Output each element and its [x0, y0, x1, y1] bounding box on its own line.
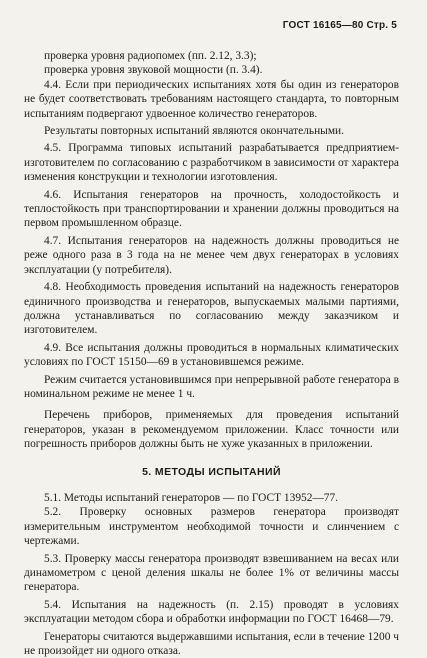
paragraph: проверка уровня звуковой мощности (п. 3.4).: [44, 64, 263, 77]
paragraph-4-7: 4.7. Испытания генераторов на надежность должны проводиться не реже одного раза в 3 года на не менее чем двух генераторах в условиях эксплуатации (у потребителя).: [24, 234, 399, 276]
paragraph-5-2: 5.2. Проверку основных размеров генератора производят измерительным инструментом необходимой точности и слинчением с чертежами.: [24, 506, 399, 548]
paragraph: Результаты повторных испытаний являются окончательными.: [44, 125, 344, 138]
paragraph-4-9: 4.9. Все испытания должны проводиться в нормальных климатических условиях по ГОСТ 15150—69 в установившемся режиме.: [24, 341, 399, 369]
paragraph-4-5: 4.5. Программа типовых испытаний разрабатывается предприятием-изготовителем по согласованию с разработчиком в зависимости от характера изменения конструкции и технологии изготовления.: [24, 142, 399, 184]
paragraph: Режим считается установившимся при непрерывной работе генератора в номинальном режиме не менее 1 ч.: [24, 373, 399, 400]
paragraph-5-3: 5.3. Проверку массы генератора производят взвешиванием на весах или динамометром с ценой деления шкалы не более 1% от величины массы генератора.: [24, 552, 399, 594]
document-body: [24, 49, 399, 658]
paragraph: проверка уровня радиопомех (пп. 2.12, 3.3);: [44, 50, 257, 62]
paragraph: Перечень приборов, применяемых для проведения испытаний генераторов, указан в рекомендуемом приложении. Класс точности или погрешность приборов должны быть не хуже указанных в приложении.: [24, 409, 399, 451]
paragraph-4-6: 4.6. Испытания генераторов на прочность, холодостойкость и теплостойкость при транспортировании и хранении должны проводиться на первом промышленном образце.: [24, 188, 399, 230]
section-title: 5. МЕТОДЫ ИСПЫТАНИЙ: [142, 465, 281, 478]
paragraph-4-4: 4.4. Если при периодических испытаниях хотя бы один из генераторов не будет соответствовать требованиям настоящего стандарта, то повторным испытаниям подвергают удвоенное количество генераторов.: [24, 78, 399, 120]
paragraph-4-8: 4.8. Необходимость проведения испытаний на надежность генераторов единичного производства и генераторов, выпускаемых малыми партиями, должна устанавливаться по согласованию между заказчиком и изготовителем.: [24, 281, 399, 337]
paragraph: Генераторы считаются выдержавшими испытания, если в течение 1200 ч не произойдет ни одного отказа.: [24, 630, 399, 658]
page-header: ГОСТ 16165—80 Стр. 5: [282, 20, 397, 31]
paragraph-5-1: 5.1. Методы испытаний генераторов — по ГОСТ 13952—77.: [44, 491, 339, 504]
paragraph-5-4: 5.4. Испытания на надежность (п. 2.15) проводят в условиях эксплуатации методом сбора и обработки информации по ГОСТ 16468—79.: [24, 598, 399, 626]
